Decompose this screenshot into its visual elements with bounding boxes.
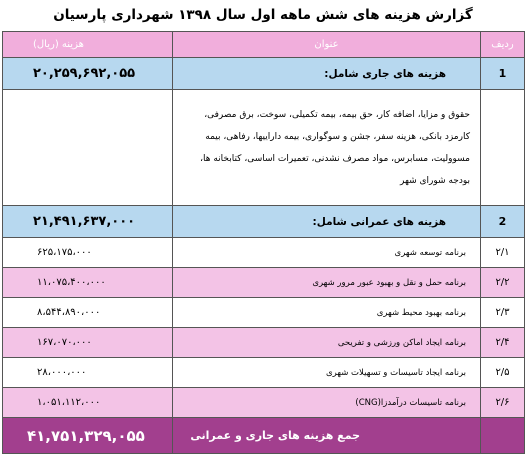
table-row xyxy=(3,268,525,298)
empty-cell xyxy=(3,90,173,206)
row-number: 1 xyxy=(481,58,525,90)
header-row-number: ردیف xyxy=(481,32,525,58)
row-label: برنامه تاسیسات درآمدزا(CNG) xyxy=(173,388,481,418)
row-number: ۲/۶ xyxy=(481,388,525,418)
table-header-row xyxy=(3,32,525,58)
row-number: ۲/۳ xyxy=(481,298,525,328)
table-row xyxy=(3,238,525,268)
table-row xyxy=(3,388,525,418)
section-amount: ۲۱,۴۹۱,۶۳۷,۰۰۰ xyxy=(3,206,173,238)
row-label: برنامه ایجاد اماکن ورزشی و تفریحی xyxy=(173,328,481,358)
row-label: برنامه ایجاد تاسیسات و تسهیلات شهری xyxy=(173,358,481,388)
empty-cell xyxy=(481,90,525,206)
table-row xyxy=(3,328,525,358)
row-amount: ۲۸،۰۰۰،۰۰۰ xyxy=(3,358,173,388)
header-cost: هزینه (ریال) xyxy=(3,32,173,58)
table-row xyxy=(3,358,525,388)
current-costs-description: حقوق و مزایا، اضافه کار، حق بیمه، بیمه تکمیلی، سوخت، برق مصرفی، کارمزد بانکی، هزینه سفر، جشن و سوگواری، بیمه داراییها، رفاهی، بیمه مسوولیت، مسابرس، مواد مصرف نشدنی، تعمیرات اساسی، کتابخانه ها، بودجه شورای شهر xyxy=(173,90,481,206)
total-label: جمع هزینه های جاری و عمرانی xyxy=(173,418,481,454)
current-costs-description-row xyxy=(3,90,525,206)
section-amount: ۲۰,۲۵۹,۶۹۲,۰۵۵ xyxy=(3,58,173,90)
section-label: هزینه های عمرانی شامل: xyxy=(173,206,481,238)
row-amount: ۸،۵۴۴،۸۹۰،۰۰۰ xyxy=(3,298,173,328)
row-number: ۲/۵ xyxy=(481,358,525,388)
section-label: هزینه های جاری شامل: xyxy=(173,58,481,90)
row-amount: ۶۲۵،۱۷۵،۰۰۰ xyxy=(3,238,173,268)
empty-cell xyxy=(481,418,525,454)
row-number: 2 xyxy=(481,206,525,238)
row-number: ۲/۴ xyxy=(481,328,525,358)
table-row xyxy=(3,298,525,328)
header-subject: عنوان xyxy=(173,32,481,58)
total-amount: ۴۱,۷۵۱,۳۲۹,۰۵۵ xyxy=(3,418,173,454)
row-number: ۲/۲ xyxy=(481,268,525,298)
row-amount: ۱،۰۵۱،۱۱۲،۰۰۰ xyxy=(3,388,173,418)
section-development-costs-row xyxy=(3,206,525,238)
row-label: برنامه توسعه شهری xyxy=(173,238,481,268)
section-current-costs-row xyxy=(3,58,525,90)
page-title: گزارش هزینه های شش ماهه اول سال ۱۳۹۸ شهرداری پارسیان xyxy=(53,7,473,23)
row-amount: ۱۱،۰۷۵،۴۰۰،۰۰۰ xyxy=(3,268,173,298)
row-label: برنامه حمل و نقل و بهبود عبور مرور شهری xyxy=(173,268,481,298)
total-row xyxy=(3,418,525,454)
row-label: برنامه بهبود محیط شهری xyxy=(173,298,481,328)
row-number: ۲/۱ xyxy=(481,238,525,268)
row-amount: ۱۶۷،۰۷۰،۰۰۰ xyxy=(3,328,173,358)
expense-table xyxy=(2,31,525,454)
